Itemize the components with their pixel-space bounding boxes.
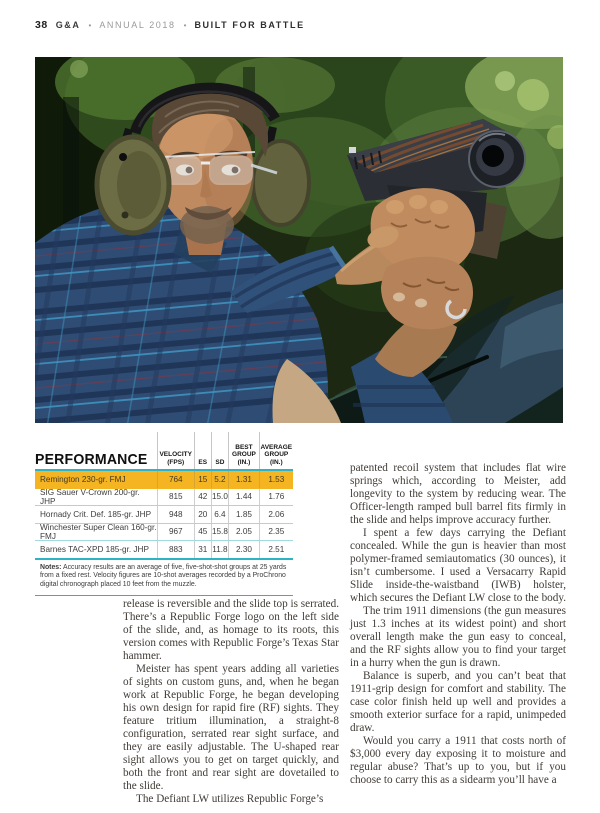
column-header: BEST GROUP (IN.) — [228, 432, 258, 469]
cell-value: 20 — [194, 506, 211, 523]
rear-sight — [349, 147, 356, 153]
cell-value: 2.30 — [228, 541, 258, 558]
cell-value: 1.76 — [259, 489, 293, 506]
cell-value: 1.85 — [228, 506, 258, 523]
column-header: SD — [211, 432, 229, 469]
notes-text: Accuracy results are an average of five, five-shot-shot groups at 25 yards from a fixed rest. Velocity figures are 10-shot averages recorded by a ProChrono digital chronograph placed 10 feet from the muzzle. — [40, 563, 287, 588]
performance-table — [35, 432, 293, 596]
cell-value: 6.4 — [211, 506, 229, 523]
cell-value: 2.35 — [259, 524, 293, 541]
paragraph: Would you carry a 1911 that costs north of $3,000 every day exposing it to moisture and regular abuse? That’s up to you, but if you choose to carry this as a sidearm you’ll have a — [350, 735, 566, 786]
cell-value: 42 — [194, 489, 211, 506]
paragraph: Balance is superb, and you can’t beat that 1911-grip design for comfort and stability. The case color finish held up well and provides a smooth exterior surface for a rapid, unimpeded draw. — [350, 670, 566, 734]
muzzle — [469, 131, 525, 187]
cell-value: 31 — [194, 541, 211, 558]
table-title: PERFORMANCE — [35, 451, 148, 468]
cell-value: 2.51 — [259, 541, 293, 558]
paragraph: I spent a few days carrying the Defiant concealed. While the gun is heavier than most polymer-framed semiautomatics (30 ounces), it isn’t cumbersome. I used a Versacarry Rapid Slide inside-the-waistband (IWB) holster, which secures the Defiant LW close to the body. — [350, 527, 567, 604]
paragraph: release is reversible and the slide top is serrated. There’s a Republic Forge logo on the left side of the slide, and, as homage to its roots, this version comes with Republic Forge’s Texas Star hammer. — [123, 598, 339, 662]
table-row — [35, 541, 293, 558]
cell-value: 883 — [157, 541, 194, 558]
paragraph: patented recoil system that includes flat wire springs which, according to Meister, add longevity to the system by reducing wear. The Officer-length ramped bull barrel fits firmly in the slide and helps improve accuracy further. — [350, 462, 566, 526]
column-header: VELOCITY (FPS) — [157, 432, 194, 469]
ammo-name: SIG Sauer V-Crown 200-gr. JHP — [40, 487, 140, 506]
ammo-name: Winchester Super Clean 160-gr. FMJ — [40, 522, 157, 541]
body-column-left — [123, 598, 339, 806]
issue-label: ANNUAL 2018 — [99, 20, 176, 30]
notes-label: Notes: — [40, 563, 62, 571]
cell-value: 967 — [157, 524, 194, 541]
page-number: 38 — [35, 19, 48, 31]
paragraph: The trim 1911 dimensions (the gun measures just 1.3 inches at its widest point) and short overall length make the gun easy to conceal, and the RF sights allow you to find your target in a hurry when the gun is drawn. — [350, 605, 566, 669]
table-row — [35, 524, 293, 542]
cell-value: 2.06 — [259, 506, 293, 523]
cell-value: 15.8 — [211, 524, 229, 541]
cell-value: 2.05 — [228, 524, 258, 541]
ammo-name: Barnes TAC-XPD 185-gr. JHP — [40, 544, 149, 554]
cell-value: 15.0 — [211, 489, 229, 506]
ammo-name: Hornady Crit. Def. 185-gr. JHP — [40, 509, 152, 519]
feature-title: BUILT FOR BATTLE — [194, 20, 305, 30]
cell-value: 764 — [157, 471, 194, 488]
cell-value: 1.44 — [228, 489, 258, 506]
table-row — [35, 471, 293, 489]
ammo-name: Remington 230-gr. FMJ — [40, 474, 126, 484]
cell-value: 815 — [157, 489, 194, 506]
table-row — [35, 489, 293, 507]
photo-illustration — [35, 57, 563, 423]
table-body — [35, 471, 293, 560]
table-row — [35, 506, 293, 524]
table-header-row — [35, 432, 293, 471]
paragraph: Meister has spent years adding all varieties of sights on custom guns, and, when he began work at Republic Forge, he began developing his own design for rapid fire (RF) sights. They feature tritium illumination, a straight-8 configuration, serrated rear sight surface, and they are easily adjustable. The U-shaped rear sight allows you to get on target quickly, and both the front and rear sight are dovetailed to the slide. — [123, 663, 339, 792]
page-header — [35, 19, 305, 31]
body-column-right — [350, 462, 566, 787]
cell-value: 15 — [194, 471, 211, 488]
cell-value: 5.2 — [211, 471, 229, 488]
column-header: ES — [194, 432, 211, 469]
cell-value: 11.8 — [211, 541, 229, 558]
cell-value: 45 — [194, 524, 211, 541]
cell-value: 1.53 — [259, 471, 293, 488]
cell-value: 948 — [157, 506, 194, 523]
magazine-brand: G&A — [55, 20, 81, 30]
column-header: AVERAGE GROUP (IN.) — [259, 432, 293, 469]
photo-shooter — [35, 57, 563, 423]
cell-value: 1.31 — [228, 471, 258, 488]
table-notes — [35, 560, 293, 597]
separator-dot: • — [88, 21, 92, 30]
paragraph: The Defiant LW utilizes Republic Forge’s — [136, 793, 324, 805]
separator-dot: • — [183, 21, 187, 30]
